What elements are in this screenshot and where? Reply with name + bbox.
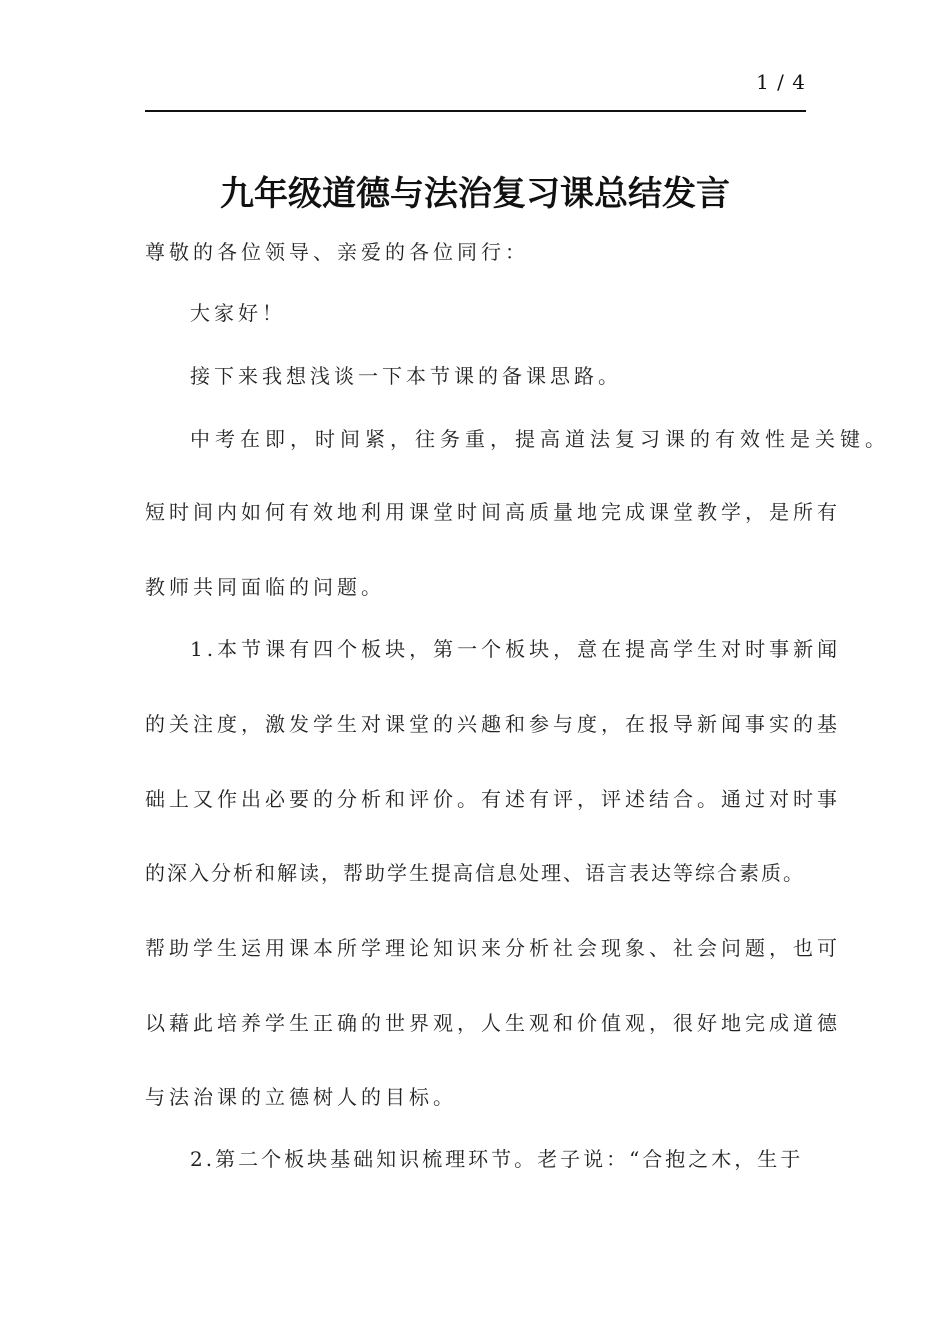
paragraph-line: 2.第二个板块基础知识梳理环节。老子说：“合抱之木，生于 [190, 1147, 804, 1171]
header-rule [145, 110, 806, 112]
page-number: 1 / 4 [756, 70, 806, 94]
paragraph-line: 础上又作出必要的分析和评价。有述有评，评述结合。通过对时事 [145, 787, 841, 811]
paragraph-line: 帮助学生运用课本所学理论知识来分析社会现象、社会问题，也可 [145, 936, 841, 960]
paragraph-line: 中考在即，时间紧，往务重，提高道法复习课的有效性是关键。 [190, 427, 890, 451]
paragraph-line: 教师共同面临的问题。 [145, 575, 385, 599]
paragraph-line: 1.本节课有四个板块，第一个板块，意在提高学生对时事新闻 [190, 637, 842, 661]
paragraph-line: 的深入分析和解读，帮助学生提高信息处理、语言表达等综合素质。 [145, 861, 805, 885]
paragraph-line: 与法治课的立德树人的目标。 [145, 1085, 457, 1109]
paragraph-line: 大家好！ [190, 301, 286, 325]
paragraph-line: 短时间内如何有效地利用课堂时间高质量地完成课堂教学，是所有 [145, 500, 841, 524]
paragraph-line: 的关注度，激发学生对课堂的兴趣和参与度，在报导新闻事实的基 [145, 712, 841, 736]
salutation: 尊敬的各位领导、亲爱的各位同行： [145, 240, 529, 264]
paragraph-line: 接下来我想浅谈一下本节课的备课思路。 [190, 364, 622, 388]
paragraph-line: 以藉此培养学生正确的世界观，人生观和价值观，很好地完成道德 [145, 1011, 841, 1035]
document-title: 九年级道德与法治复习课总结发言 [220, 174, 730, 214]
